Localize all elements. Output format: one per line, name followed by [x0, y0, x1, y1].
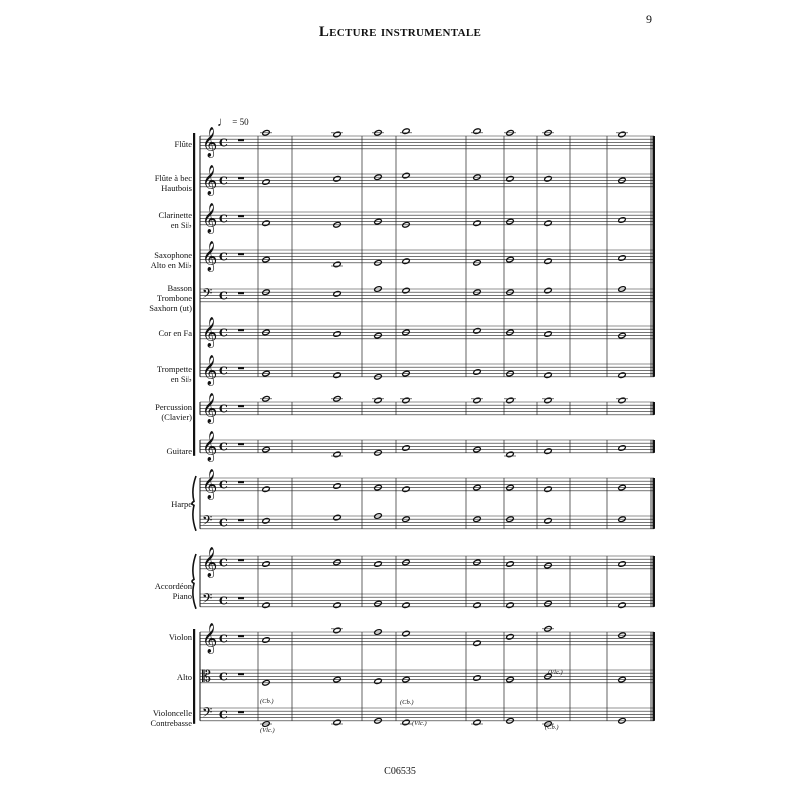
- whole-rest: [238, 597, 244, 599]
- whole-note: [402, 287, 410, 294]
- cue-cb: (Cb.): [260, 698, 274, 705]
- whole-note: [333, 514, 341, 521]
- whole-note: [402, 486, 410, 493]
- brace-icon: [192, 554, 196, 609]
- final-barline-thick: [653, 136, 656, 377]
- treble-clef-icon: 𝄞: [202, 241, 218, 272]
- whole-note: [262, 486, 270, 493]
- whole-note: [544, 448, 552, 455]
- whole-note: [333, 602, 341, 609]
- tempo-value: = 50: [232, 117, 249, 127]
- whole-rest: [238, 292, 244, 294]
- whole-rest: [238, 215, 244, 217]
- whole-note: [544, 287, 552, 294]
- time-signature: C: [219, 402, 228, 416]
- time-signature: C: [219, 289, 228, 303]
- time-signature: C: [219, 708, 228, 722]
- whole-note: [618, 561, 626, 568]
- label-accordeon-piano: Accordéon Piano: [154, 581, 192, 601]
- time-signature: C: [219, 364, 228, 378]
- whole-rest: [238, 367, 244, 369]
- treble-clef-icon: 𝄞: [202, 127, 218, 158]
- whole-note: [473, 602, 481, 609]
- whole-note: [618, 131, 626, 138]
- final-barline-thick: [653, 402, 656, 415]
- treble-clef-icon: 𝄞: [202, 203, 218, 234]
- whole-note: [402, 397, 410, 404]
- whole-note: [402, 128, 410, 135]
- whole-note: [473, 220, 481, 227]
- whole-note: [544, 176, 552, 183]
- whole-note: [544, 518, 552, 525]
- cue-vlc: (Vlc.): [412, 720, 427, 727]
- final-barline-thick: [653, 556, 656, 607]
- whole-rest: [238, 139, 244, 141]
- whole-note: [506, 176, 514, 183]
- whole-note: [618, 445, 626, 452]
- treble-clef-icon: 𝄞: [202, 623, 218, 654]
- label-violoncelle: Violoncelle Contrebasse: [150, 708, 192, 728]
- cue-cb: (Cb.): [400, 699, 414, 706]
- whole-rest: [238, 329, 244, 331]
- brace-icon: [192, 476, 196, 531]
- whole-note: [618, 602, 626, 609]
- final-barline-thick: [653, 478, 656, 529]
- whole-note: [333, 131, 341, 138]
- bracket: [193, 133, 195, 456]
- time-signature: C: [219, 632, 228, 646]
- whole-note: [333, 291, 341, 298]
- whole-note: [262, 220, 270, 227]
- whole-note: [402, 602, 410, 609]
- whole-note: [618, 397, 626, 404]
- time-signature: C: [219, 136, 228, 150]
- whole-note: [506, 561, 514, 568]
- whole-note: [402, 258, 410, 265]
- whole-note: [374, 678, 382, 685]
- whole-note: [402, 630, 410, 637]
- time-signature: C: [219, 670, 228, 684]
- whole-note: [262, 518, 270, 525]
- whole-note: [262, 602, 270, 609]
- alto-clef-icon: 𝄡: [202, 666, 211, 686]
- whole-rest: [238, 253, 244, 255]
- whole-note: [262, 637, 270, 644]
- bracket: [193, 629, 195, 724]
- whole-note: [473, 397, 481, 404]
- time-signature: C: [219, 594, 228, 608]
- whole-note: [402, 719, 410, 726]
- treble-clef-icon: 𝄞: [202, 547, 218, 578]
- whole-note: [333, 331, 341, 338]
- label-basson: Basson Trombone Saxhorn (ut): [149, 283, 192, 313]
- whole-note: [262, 561, 270, 568]
- whole-note: [506, 602, 514, 609]
- treble-clef-icon: 𝄞: [202, 431, 218, 462]
- whole-note: [473, 719, 481, 726]
- label-cor: Cor en Fa: [158, 328, 192, 338]
- bass-clef-icon: 𝄢: [202, 512, 213, 532]
- label-saxophone: Saxophone Alto en Mi♭: [150, 250, 192, 270]
- whole-note: [544, 397, 552, 404]
- whole-note: [473, 128, 481, 135]
- label-flute-bec-hautbois: Flûte à bec Hautbois: [154, 173, 192, 193]
- whole-note: [473, 369, 481, 376]
- whole-note: [544, 331, 552, 338]
- label-alto: Alto: [176, 672, 192, 682]
- whole-note: [544, 372, 552, 379]
- label-clarinette: Clarinette en Si♭: [158, 210, 192, 230]
- time-signature: C: [219, 250, 228, 264]
- whole-note: [333, 261, 341, 268]
- time-signature: C: [219, 478, 228, 492]
- label-violon: Violon: [168, 632, 192, 642]
- whole-note: [544, 220, 552, 227]
- treble-clef-icon: 𝄞: [202, 165, 218, 196]
- time-signature: C: [219, 556, 228, 570]
- treble-clef-icon: 𝄞: [202, 355, 218, 386]
- whole-note: [402, 445, 410, 452]
- treble-clef-icon: 𝄞: [202, 469, 218, 500]
- whole-note: [262, 179, 270, 186]
- whole-note: [506, 451, 514, 458]
- cue-vlc: (Vlc.): [260, 727, 275, 734]
- whole-note: [544, 258, 552, 265]
- whole-note: [473, 675, 481, 682]
- whole-note: [333, 451, 341, 458]
- label-harpe: Harpe: [171, 499, 192, 509]
- whole-note: [618, 372, 626, 379]
- time-signature: C: [219, 440, 228, 454]
- treble-clef-icon: 𝄞: [202, 393, 218, 424]
- whole-note: [374, 397, 382, 404]
- time-signature: C: [219, 174, 228, 188]
- whole-rest: [238, 443, 244, 445]
- whole-note: [506, 397, 514, 404]
- label-percussion: Percussion (Clavier): [155, 402, 192, 422]
- whole-rest: [238, 481, 244, 483]
- whole-note: [333, 719, 341, 726]
- whole-rest: [238, 673, 244, 675]
- label-trompette: Trompette en Si♭: [156, 364, 192, 384]
- label-flute: Flûte: [174, 139, 192, 149]
- whole-note: [618, 255, 626, 262]
- whole-rest: [238, 519, 244, 521]
- whole-note: [374, 561, 382, 568]
- footer-code: C06535: [384, 766, 416, 777]
- whole-note: [402, 172, 410, 179]
- time-signature: C: [219, 326, 228, 340]
- whole-note: [506, 634, 514, 641]
- time-signature: C: [219, 212, 228, 226]
- final-barline-thick: [653, 632, 656, 721]
- whole-rest: [238, 635, 244, 637]
- cue-cb: (Cb.): [545, 724, 559, 731]
- whole-note: [333, 372, 341, 379]
- whole-note: [473, 328, 481, 335]
- whole-rest: [238, 177, 244, 179]
- whole-note: [333, 483, 341, 490]
- bass-clef-icon: 𝄢: [202, 590, 213, 610]
- whole-note: [618, 217, 626, 224]
- whole-rest: [238, 559, 244, 561]
- bass-clef-icon: 𝄢: [202, 704, 213, 724]
- whole-rest: [238, 711, 244, 713]
- whole-note: [333, 176, 341, 183]
- whole-rest: [238, 405, 244, 407]
- label-guitare: Guitare: [166, 446, 192, 456]
- quarter-note-icon: ♩: [217, 114, 230, 129]
- whole-note: [473, 640, 481, 647]
- time-signature: C: [219, 516, 228, 530]
- cue-vlc: (Vlc.): [548, 669, 563, 676]
- treble-clef-icon: 𝄞: [202, 317, 218, 348]
- whole-note: [544, 486, 552, 493]
- page-number: 9: [646, 12, 652, 26]
- page-title: Lecture instrumentale: [318, 24, 482, 40]
- bass-clef-icon: 𝄢: [202, 285, 213, 305]
- final-barline-thick: [653, 440, 656, 453]
- whole-note: [333, 627, 341, 634]
